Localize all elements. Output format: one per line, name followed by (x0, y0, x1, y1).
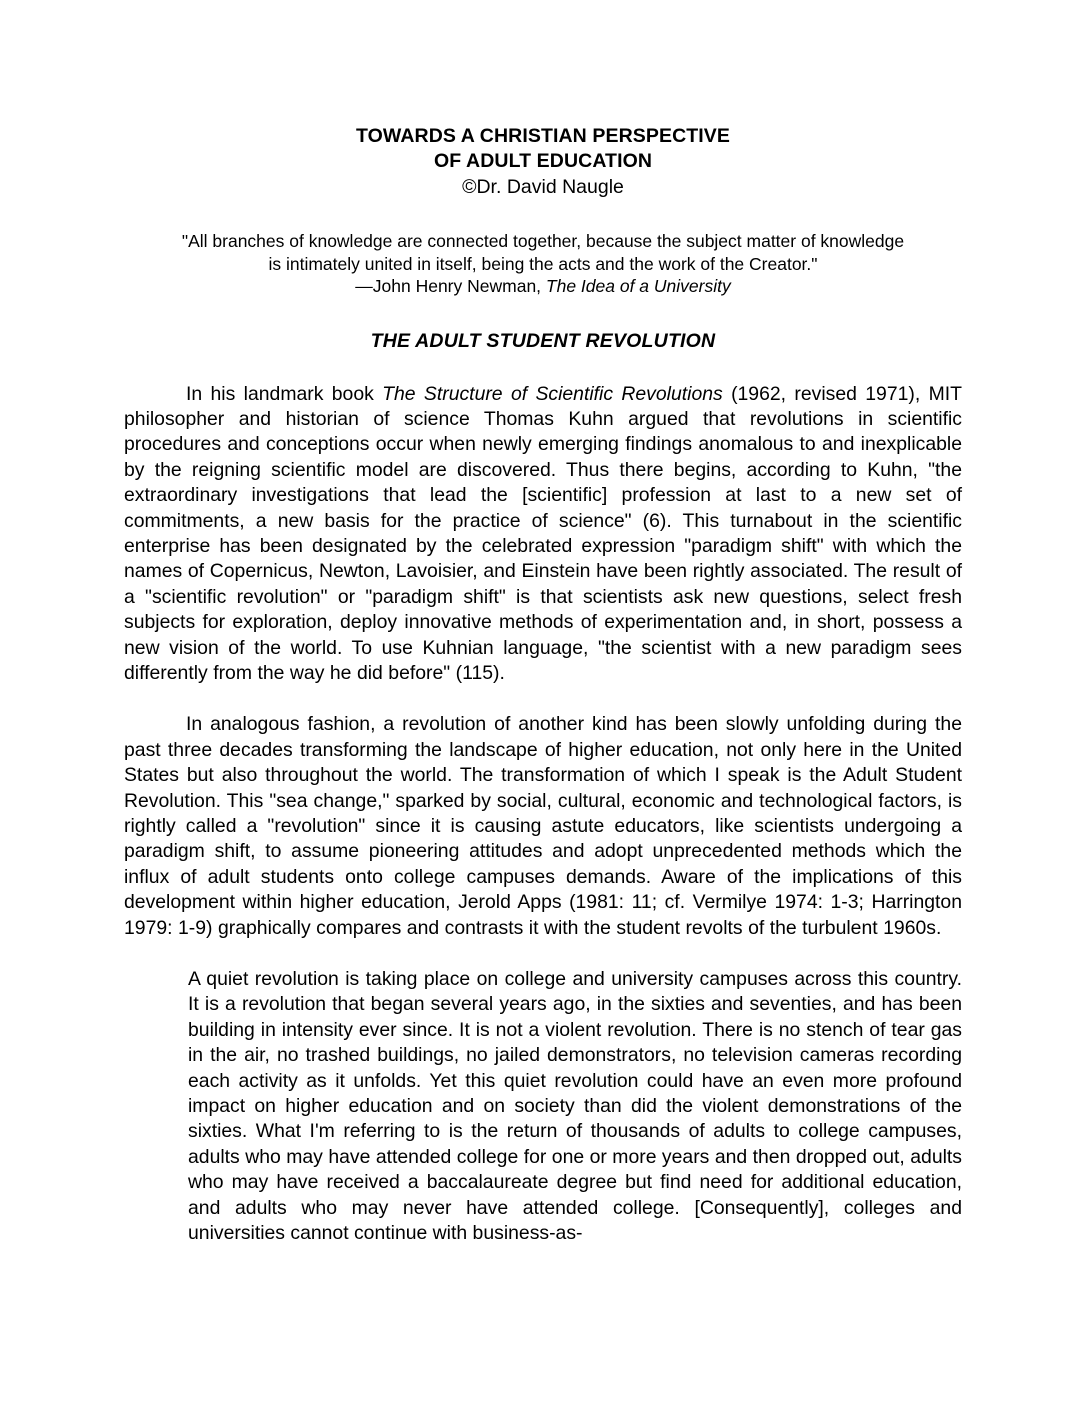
epigraph-block (124, 230, 962, 298)
paragraph-1-text-after-title: (1962, revised 1971), MIT philosopher and historian of science Thomas Kuhn argued that revolutions in scientific procedures and conceptions occur when newly emerging findings anomalous to and inexplicable by the reigning scientific model are discovered. Thus there begins, according to Kuhn, "the extraordinary investigations that lead the [scientific] profession at last to a new set of commitments, a new basis for the practice of science" (6). This turnabout in the scientific enterprise has been designated by the celebrated expression "paradigm shift" with which the names of Copernicus, Newton, Lavoisier, and Einstein have been rightly associated. The result of a "scientific revolution" or "paradigm shift" is that scientists ask new questions, select fresh subjects for exploration, deploy innovative methods of experimentation and, in short, possess a new vision of the world. To use Kuhnian language, "the scientist with a new paradigm sees differently from the way he did before" (115). (124, 382, 962, 684)
block-quote-apps: A quiet revolution is taking place on college and university campuses across this country. It is a revolution that began several years ago, in the sixties and seventies, and has been building in intensity ever since. It is not a violent revolution. There is no stench of tear gas in the air, no trashed buildings, no jailed demonstrators, no television cameras recording each activity as it unfolds. Yet this quiet revolution could have an even more profound impact on higher education and on society than did the violent demonstrations of the sixties. What I'm referring to is the return of thousands of adults to college campuses, adults who may have attended college for one or more years and then dropped out, adults who may have received a baccalaureate degree but find need for additional education, and adults who may never have attended college. [Consequently], colleges and universities cannot continue with business-as- (188, 968, 962, 1245)
document-title-line-2: OF ADULT EDUCATION (433, 150, 653, 172)
epigraph-attribution-work-title: The Idea of a University (545, 276, 731, 296)
paragraph-1-book-title: The Structure of Scientific Revolutions (382, 382, 723, 405)
title-block (124, 0, 962, 200)
body-paragraph-1 (124, 382, 962, 687)
document-title-line-1: TOWARDS A CHRISTIAN PERSPECTIVE (356, 125, 730, 147)
epigraph-attribution (124, 275, 962, 298)
epigraph-attribution-author: —John Henry Newman, (355, 276, 546, 296)
document-author-copyright: ©Dr. David Naugle (462, 176, 624, 198)
body-paragraph-2: In analogous fashion, a revolution of another kind has been slowly unfolding during the past three decades transforming the landscape of higher education, not only here in the United States but also throughout the world. The transformation of which I speak is the Adult Student Revolution. This "sea change," sparked by social, cultural, economic and technological factors, is rightly called a "revolution" since it is causing astute educators, like scientists undergoing a paradigm shift, to assume pioneering attitudes and adopt unprecedented methods which the influx of adult students onto college campuses demands. Aware of the implications of this development within higher education, Jerold Apps (1981: 11; cf. Vermilye 1974: 1-3; Harrington 1979: 1-9) graphically compares and contrasts it with the student revolts of the turbulent 1960s. (124, 713, 962, 939)
epigraph-line-2: is intimately united in itself, being the acts and the work of the Creator." (268, 253, 818, 274)
section-heading: THE ADULT STUDENT REVOLUTION (370, 329, 716, 352)
epigraph-line-1: "All branches of knowledge are connected together, because the subject matter of knowledge (181, 231, 905, 251)
paragraph-1-text-before-title: In his landmark book (186, 382, 383, 405)
document-content-column (124, 0, 962, 1266)
